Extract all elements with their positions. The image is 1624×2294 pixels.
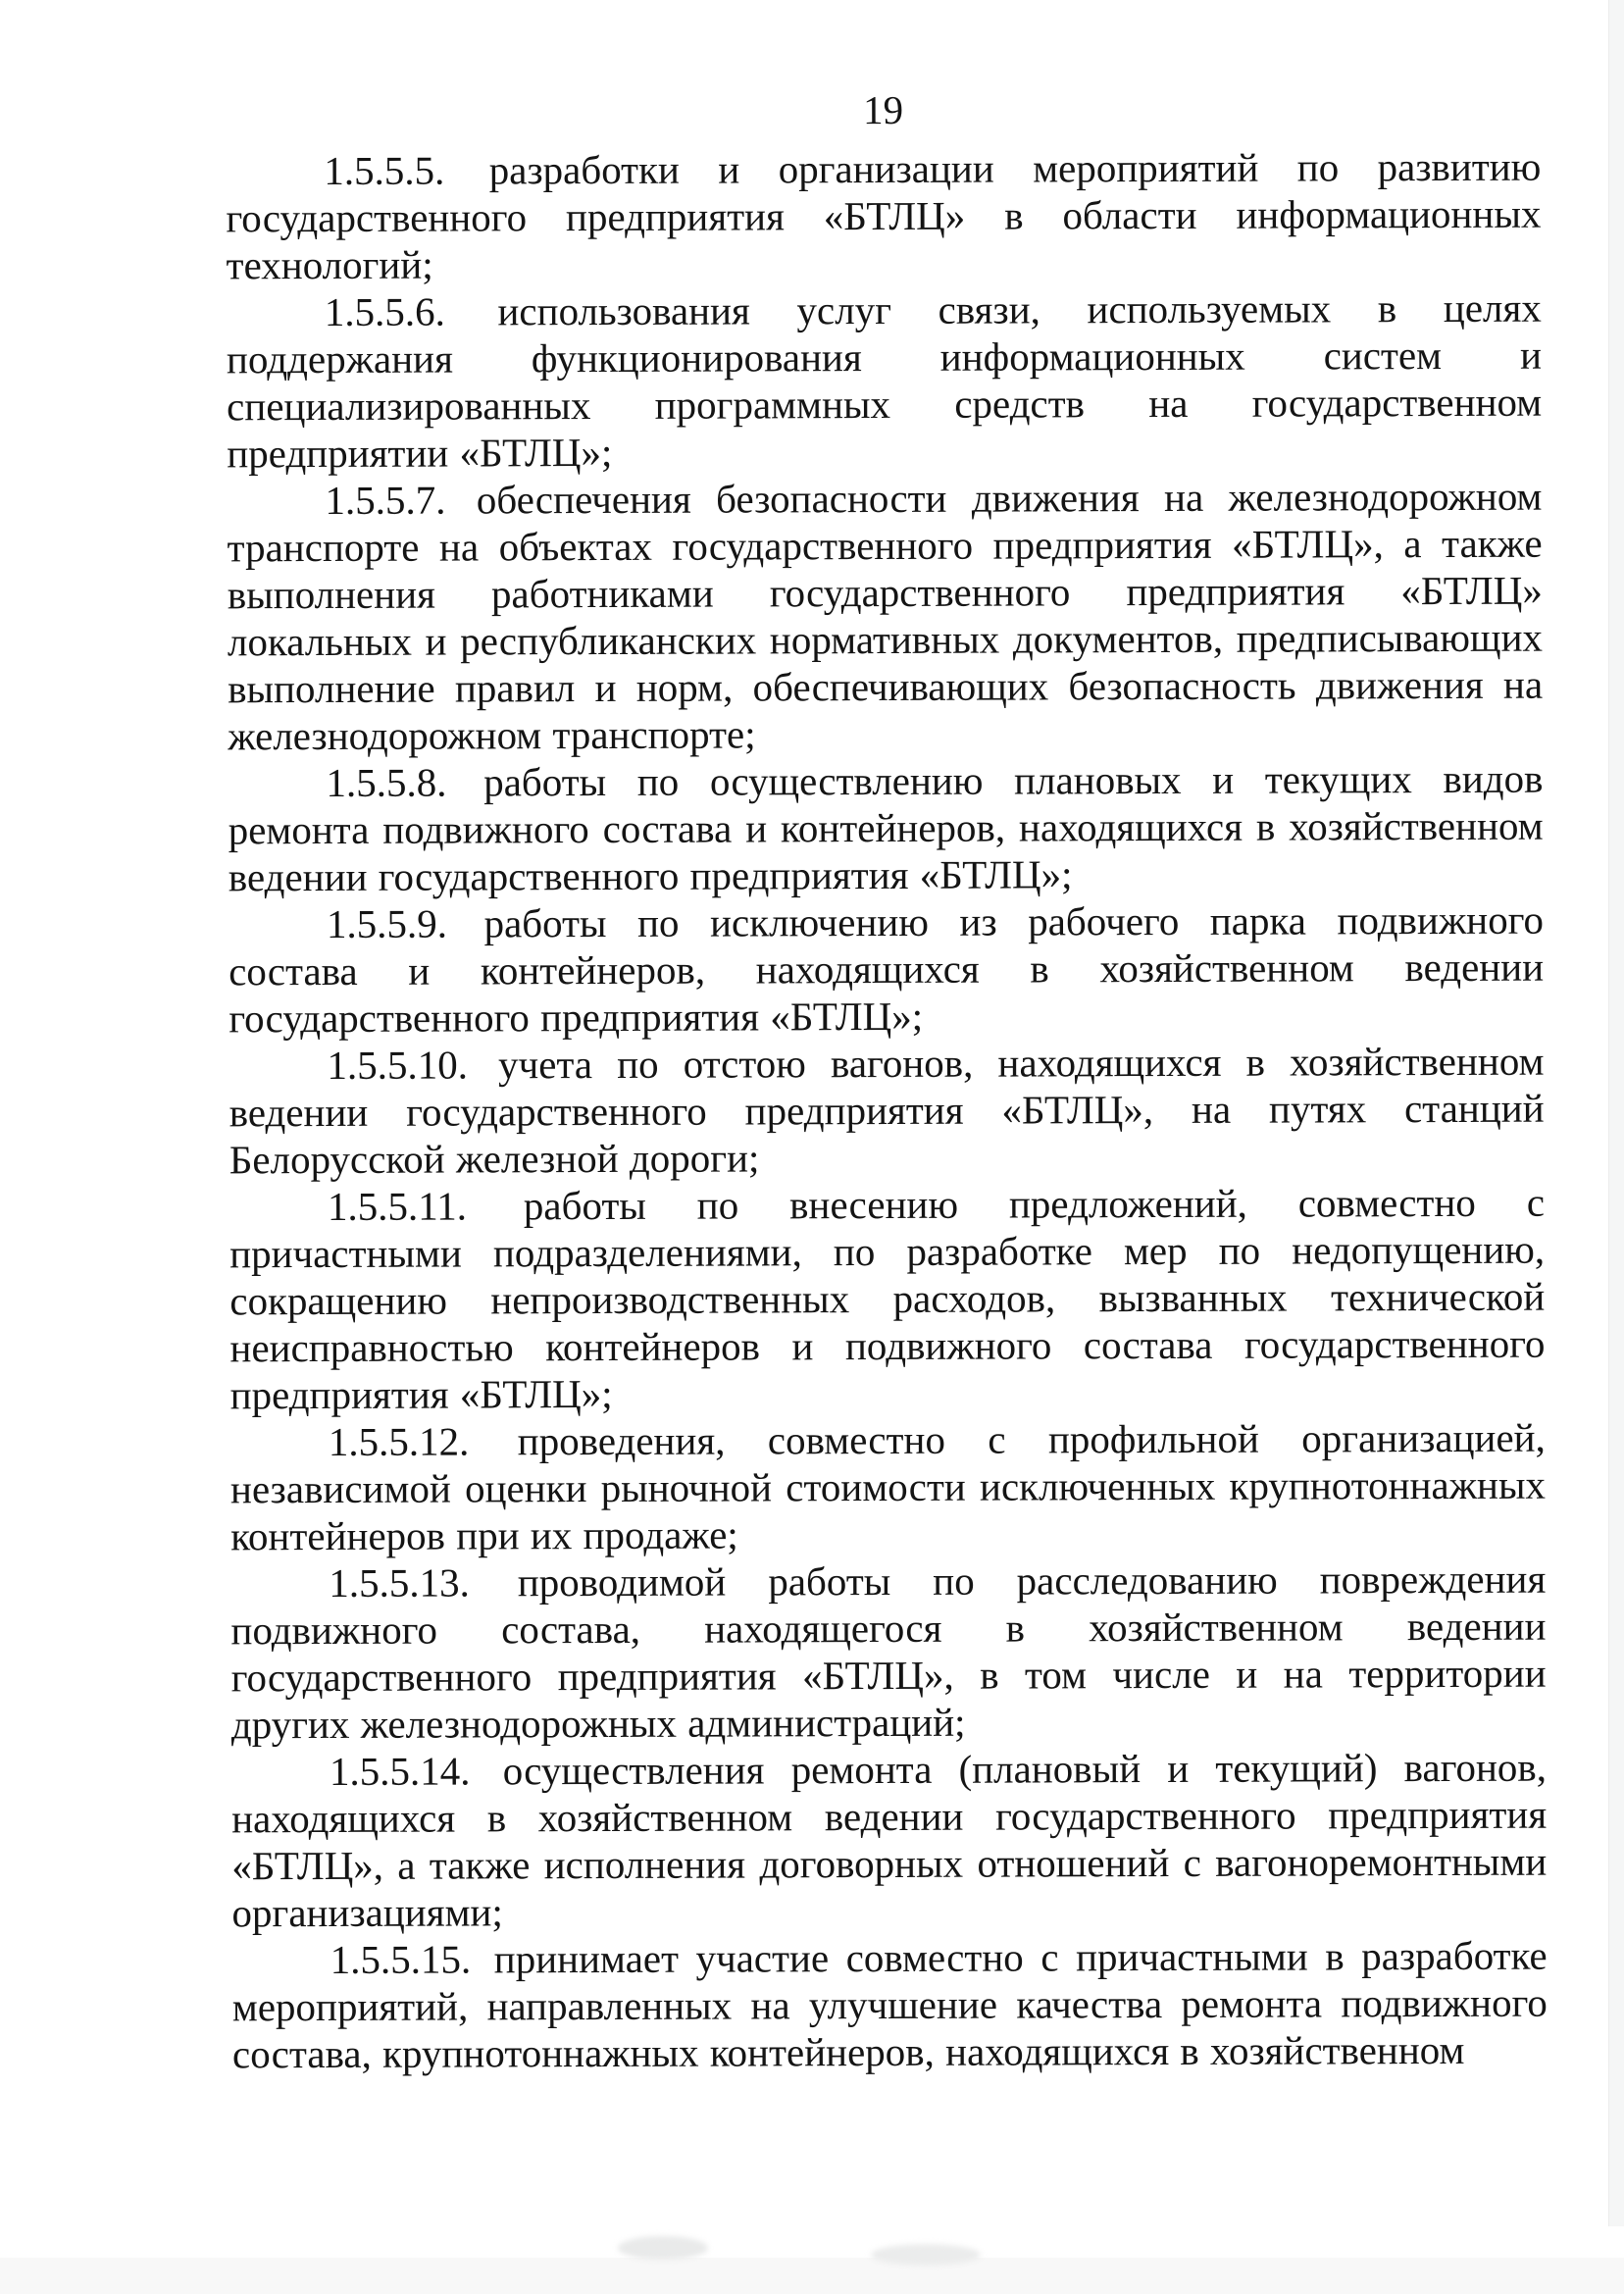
document-body <box>226 143 1548 2078</box>
paragraph <box>229 1179 1546 1419</box>
paragraph-number: 1.5.5.10. <box>327 1042 469 1088</box>
paragraph <box>230 1414 1546 1560</box>
paragraph-text: использования услуг связи, используемых в целях поддержания функционирования информационных систем и специализированных программных средств на государственном предприятии «БТЛЦ»; <box>226 284 1543 477</box>
paragraph <box>231 1744 1548 1937</box>
paragraph-number: 1.5.5.12. <box>328 1418 470 1464</box>
paragraph-text: проведения, совместно с профильной организацией, независимой оценки рыночной стоимости исключенных крупнотоннажных контейнеров при их продаже; <box>229 1414 1547 1559</box>
scan-artifact <box>618 2236 708 2260</box>
paragraph-text: работы по осуществлению плановых и текущих видов ремонта подвижного состава и контейнеров, находящихся в хозяйственном ведении государственного предприятия «БТЛЦ»; <box>228 755 1544 900</box>
paragraph <box>228 1038 1544 1184</box>
paragraph-number: 1.5.5.14. <box>329 1748 471 1794</box>
paragraph <box>232 1932 1548 2078</box>
paragraph-text: разработки и организации мероприятий по развитию государственного предприятия «БТЛЦ» в области информационных технологий; <box>226 143 1542 288</box>
paragraph-text: работы по внесению предложений, совместно с причастными подразделениями, по разработке мер по недопущению, сокращению непроизводственных расходов, вызванных технической неисправностью контейнеров и подвижного состава государственного предприятия «БТЛЦ»; <box>229 1179 1546 1418</box>
scan-edge-right <box>1608 0 1624 2226</box>
paragraph <box>226 143 1541 289</box>
paragraph-number: 1.5.5.7. <box>325 477 446 523</box>
paragraph-text: осуществления ремонта (плановый и текущий) вагонов, находящихся в хозяйственном ведении государственного предприятия «БТЛЦ», а также исполнения договорных отношений с вагоноремонтными организациями; <box>231 1744 1548 1936</box>
paragraph-text: работы по исключению из рабочего парка подвижного состава и контейнеров, находящихся в хозяйственном ведении государственного предприятия «БТЛЦ»; <box>228 896 1545 1042</box>
paragraph-number: 1.5.5.11. <box>327 1183 468 1229</box>
paragraph <box>228 755 1543 901</box>
paragraph-number: 1.5.5.13. <box>329 1559 470 1606</box>
paragraph-text: учета по отстою вагонов, находящихся в хозяйственном ведении государственного предприятия «БТЛЦ», на путях станций Белорусской железной дороги; <box>228 1038 1545 1183</box>
text-block <box>226 84 1548 2078</box>
scan-edge-bottom <box>0 2258 1624 2294</box>
paragraph-number: 1.5.5.5. <box>324 147 445 193</box>
paragraph-number: 1.5.5.8. <box>326 759 447 805</box>
paragraph-number: 1.5.5.6. <box>324 288 445 334</box>
scan-artifact <box>871 2244 981 2266</box>
paragraph <box>230 1555 1547 1749</box>
paragraph <box>228 896 1544 1043</box>
page-number: 19 <box>863 86 904 133</box>
paragraph-text: проводимой работы по расследованию повреждения подвижного состава, находящегося в хозяйственном ведении государственного предприятия «БТЛЦ», в том числе и на территории других железнодорожных администраций; <box>230 1555 1547 1748</box>
paragraph-number: 1.5.5.9. <box>326 900 448 946</box>
paragraph <box>227 473 1543 760</box>
paragraph-text: обеспечения безопасности движения на железнодорожном транспорте на объектах государственного предприятия «БТЛЦ», а также выполнения работниками государственного предприятия «БТЛЦ» локальных и республиканских нормативных документов, предписывающих выполнение правил и норм, обеспечивающих безопасность движения на железнодорожном транспорте; <box>227 473 1544 759</box>
paragraph-number: 1.5.5.15. <box>330 1936 472 1982</box>
paragraph-text: принимает участие совместно с причастными в разработке мероприятий, направленных на улучшение качества ремонта подвижного состава, крупнотоннажных контейнеров, находящихся в хозяйственном <box>231 1932 1548 2077</box>
paragraph <box>227 284 1543 478</box>
